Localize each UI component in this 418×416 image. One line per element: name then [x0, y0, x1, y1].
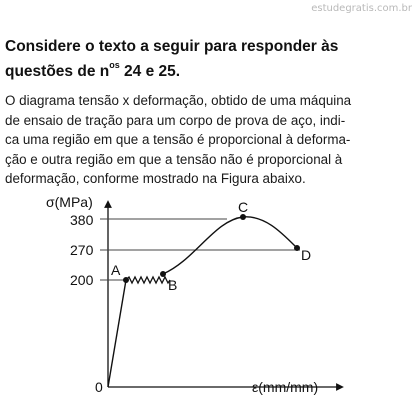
point-b [160, 271, 166, 277]
paragraph-line: de ensaio de tração para um corpo de prova de aço, indi- [5, 112, 346, 128]
tick-label-200: 200 [70, 272, 94, 288]
tick-label-380: 380 [70, 212, 94, 228]
heading-line-2-suffix: 24 e 25. [119, 63, 181, 81]
description-paragraph [5, 91, 410, 189]
watermark: estudegratis.com.br [311, 3, 412, 14]
stress-strain-diagram [0, 190, 418, 416]
tick-label-270: 270 [70, 242, 94, 258]
point-d [294, 245, 300, 251]
heading-superscript: os [109, 60, 120, 70]
origin-label: 0 [95, 379, 103, 395]
question-heading [5, 37, 405, 82]
yield-zigzag [126, 277, 170, 283]
point-label-d: D [301, 247, 312, 263]
point-a [123, 277, 129, 283]
paragraph-line: ca uma região em que a tensão é proporcional à deforma- [5, 132, 351, 147]
hardening-curve [163, 217, 297, 274]
heading-line-2 [5, 57, 405, 82]
x-axis-label: ε(mm/mm) [252, 379, 319, 395]
paragraph-line: ção e outra região em que a tensão não é proporcional à [5, 151, 343, 167]
point-label-a: A [111, 262, 121, 278]
point-label-c: C [238, 199, 249, 215]
elastic-segment [108, 280, 126, 387]
paragraph-line: deformação, conforme mostrado na Figura abaixo. [5, 171, 306, 186]
heading-line-1: Considere o texto a seguir para responder às [5, 38, 339, 55]
heading-line-2-prefix: questões de n [5, 63, 110, 81]
point-label-b: B [168, 277, 178, 293]
y-axis-label: σ(MPa) [46, 194, 93, 210]
paragraph-line: O diagrama tensão x deformação, obtido de uma máquina [5, 93, 352, 108]
